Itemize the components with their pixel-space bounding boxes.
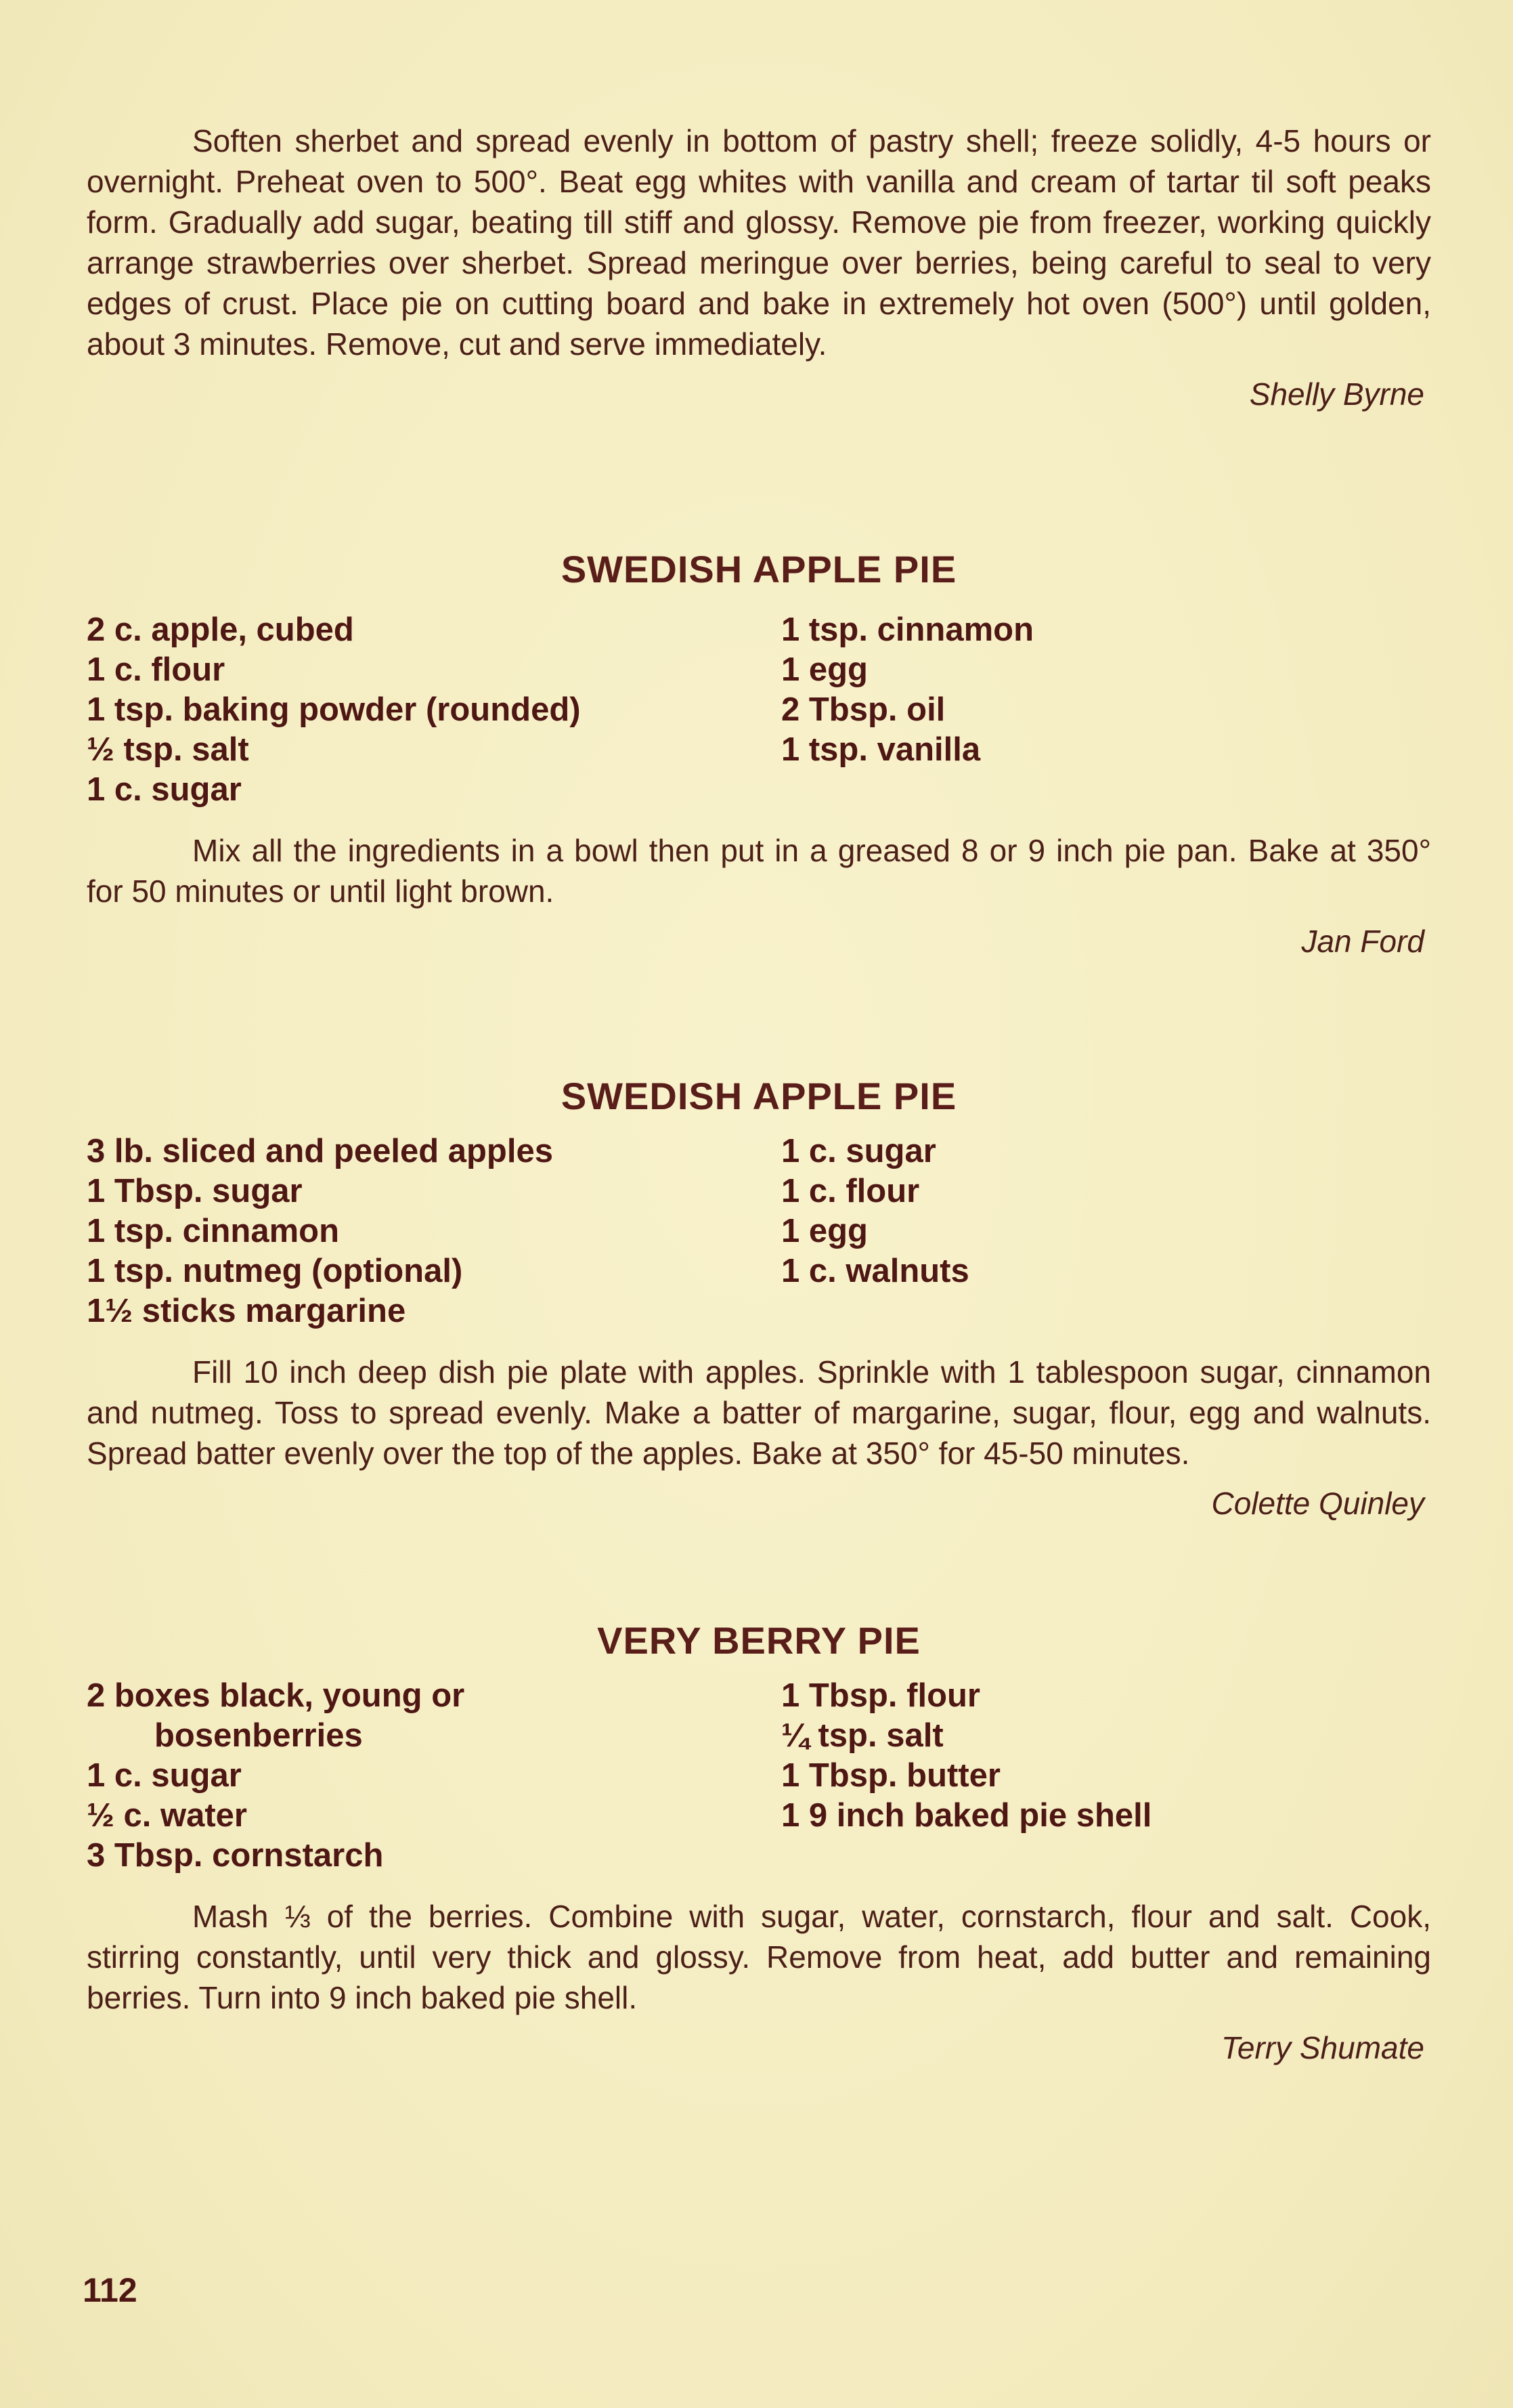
ingredient: 3 Tbsp. cornstarch: [87, 1837, 384, 1874]
ingredient: 1 c. walnuts: [781, 1253, 969, 1289]
recipe-author: Colette Quinley: [1211, 1486, 1424, 1521]
ingredient-column-left: [87, 1676, 781, 1876]
recipe-directions: Mash ⅓ of the berries. Combine with sugar, water, cornstarch, flour and salt. Cook, stirring constantly, until very thick and glossy. Remove from heat, add butter and remaining berries. Turn into 9 inch baked pie shell.: [87, 1899, 1431, 2015]
recipe-author: Shelly Byrne: [1249, 377, 1424, 412]
ingredient: 1 c. sugar: [87, 771, 242, 808]
ingredient: 2 Tbsp. oil: [781, 691, 946, 728]
ingredient: ¼ tsp. salt: [781, 1717, 944, 1754]
ingredient: 1 c. sugar: [781, 1133, 936, 1169]
recipe-title: SWEDISH APPLE PIE: [561, 1075, 957, 1117]
recipe-author: Terry Shumate: [1221, 2030, 1424, 2065]
ingredient: 1 c. flour: [87, 651, 225, 688]
ingredient-column-right: [781, 1676, 1431, 1876]
recipe-title: SWEDISH APPLE PIE: [561, 548, 957, 590]
recipe-very-berry-pie: [87, 1618, 1431, 2068]
ingredient: 1 Tbsp. flour: [781, 1677, 980, 1714]
ingredient-list: [87, 1132, 1431, 1331]
page-content: [87, 121, 1431, 2068]
ingredient: 1 c. flour: [781, 1173, 920, 1209]
ingredient: bosenberries: [154, 1717, 363, 1754]
recipe-swedish-apple-pie-1: [87, 547, 1431, 962]
ingredient: 1 tsp. nutmeg (optional): [87, 1253, 463, 1289]
ingredient: ½ c. water: [87, 1797, 247, 1834]
ingredient-column-left: [87, 1132, 781, 1331]
ingredient-column-right: [781, 1132, 1431, 1331]
ingredient: 1 tsp. cinnamon: [87, 1213, 340, 1249]
recipe-directions: Fill 10 inch deep dish pie plate with apples. Sprinkle with 1 tablespoon sugar, cinnamon and nutmeg. Toss to spread evenly. Make a batter of margarine, sugar, flour, egg and walnuts. Spread batter evenly over the top of the apples. Bake at 350° for 45-50 minutes.: [87, 1354, 1431, 1471]
ingredient: ½ tsp. salt: [87, 731, 249, 768]
ingredient: 1 tsp. cinnamon: [781, 611, 1034, 648]
ingredient: 3 lb. sliced and peeled apples: [87, 1133, 553, 1169]
recipe-swedish-apple-pie-2: [87, 1074, 1431, 1524]
ingredient-column-left: [87, 610, 781, 810]
ingredient: 1 c. sugar: [87, 1757, 242, 1794]
recipe-directions: Mix all the ingredients in a bowl then put in a greased 8 or 9 inch pie pan. Bake at 350° for 50 minutes or until light brown.: [87, 833, 1431, 909]
ingredient: 1 egg: [781, 651, 868, 688]
ingredient-list: [87, 610, 1431, 810]
ingredient: 2 boxes black, young or: [87, 1677, 465, 1714]
recipe-title: VERY BERRY PIE: [597, 1619, 921, 1662]
ingredient: 1 tsp. baking powder (rounded): [87, 691, 581, 728]
ingredient: 1½ sticks margarine: [87, 1293, 406, 1329]
page-number: 112: [83, 2271, 137, 2309]
ingredient: 1 tsp. vanilla: [781, 731, 981, 768]
ingredient: 1 Tbsp. sugar: [87, 1173, 303, 1209]
recipe-author: Jan Ford: [1301, 924, 1424, 959]
ingredient: 1 Tbsp. butter: [781, 1757, 1001, 1794]
recipe-continued: [87, 121, 1431, 414]
ingredient: 1 egg: [781, 1213, 868, 1249]
ingredient: 1 9 inch baked pie shell: [781, 1797, 1152, 1834]
ingredient-list: [87, 1676, 1431, 1876]
recipe-directions: Soften sherbet and spread evenly in bottom of pastry shell; freeze solidly, 4-5 hours or overnight. Preheat oven to 500°. Beat egg whites with vanilla and cream of tartar til soft peaks form. Gradually add sugar, beating till stiff and glossy. Remove pie from freezer, working quickly arrange strawberries over sherbet. Spread meringue over berries, being careful to seal to very edges of crust. Place pie on cutting board and bake in extremely hot oven (500°) until golden, about 3 minutes. Remove, cut and serve immediately.: [87, 123, 1431, 362]
ingredient: 2 c. apple, cubed: [87, 611, 354, 648]
ingredient-column-right: [781, 610, 1431, 810]
